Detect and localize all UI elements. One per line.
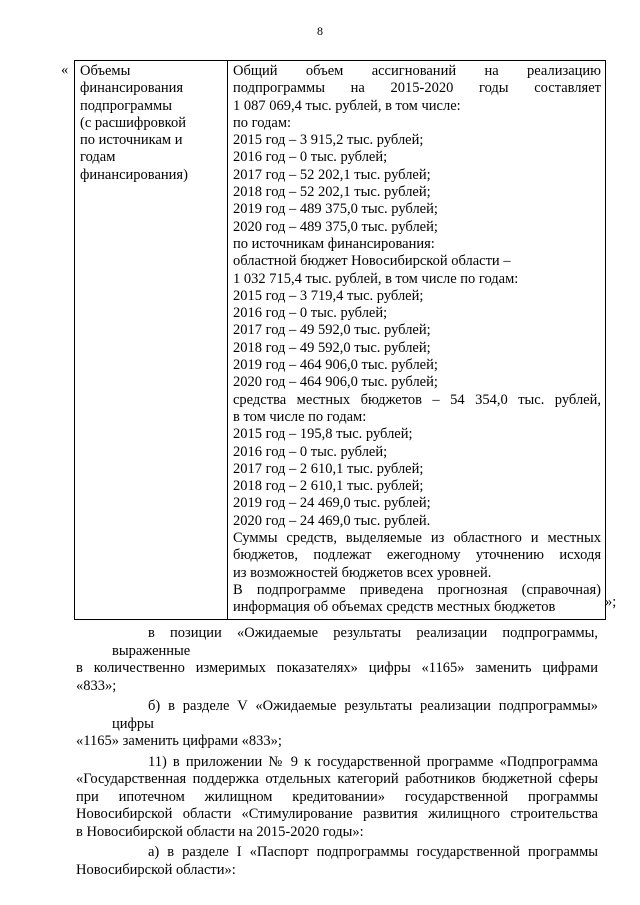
paragraph: [76, 754, 598, 842]
value-line: 2015 год – 3 719,4 тыс. рублей;: [233, 287, 424, 304]
value-line: Общий объем ассигнований на реализацию: [233, 63, 601, 79]
passport-table: [74, 60, 606, 620]
value-line: 2018 год – 52 202,1 тыс. рублей;: [233, 184, 431, 201]
closing-quote-mark: »;: [605, 594, 617, 610]
label-line: подпрограммы: [80, 97, 172, 114]
paragraph-line: «833»;: [76, 677, 117, 694]
value-line: областной бюджет Новосибирской области –: [233, 253, 511, 270]
value-line: 1 087 069,4 тыс. рублей, в том числе:: [233, 97, 461, 114]
opening-quote-mark: «: [61, 62, 69, 78]
paragraph-line: а) в разделе I «Паспорт подпрограммы государственной программы: [148, 844, 598, 860]
row-label: [80, 63, 223, 184]
paragraph-line: Новосибирской области «Стимулирование развития жилищного строительства: [76, 806, 598, 822]
value-line: по источникам финансирования:: [233, 235, 435, 252]
value-line: 2019 год – 489 375,0 тыс. рублей;: [233, 201, 438, 218]
value-line: 2017 год – 2 610,1 тыс. рублей;: [233, 460, 424, 477]
paragraph-line: в количественно измеримых показателях» цифры «1165» заменить цифрами: [76, 660, 598, 676]
value-line: бюджетов, подлежат ежегодному уточнению исходя: [233, 547, 601, 564]
value-line: средства местных бюджетов – 54 354,0 тыс. рублей,: [233, 391, 601, 408]
value-line: из возможностей бюджетов всех уровней.: [233, 564, 492, 581]
paragraph-line: Новосибирской области»:: [76, 861, 236, 878]
value-line: 1 032 715,4 тыс. рублей, в том числе по годам:: [233, 270, 519, 287]
value-line: В подпрограмме приведена прогнозная (справочная): [233, 581, 601, 598]
table-row: [75, 61, 606, 620]
value-line: 2016 год – 0 тыс. рублей;: [233, 443, 388, 460]
row-value: [233, 63, 601, 617]
value-line: 2020 год – 24 469,0 тыс. рублей.: [233, 512, 431, 529]
paragraph-line: «1165» заменить цифрами «833»;: [76, 733, 282, 749]
paragraph-line: при ипотечном жилищном кредитовании» государственной программы: [76, 788, 598, 805]
value-line: подпрограммы на 2015-2020 годы составляет: [233, 80, 601, 97]
value-line: 2019 год – 24 469,0 тыс. рублей;: [233, 495, 431, 512]
value-line: 2015 год – 3 915,2 тыс. рублей;: [233, 132, 424, 149]
value-line: 2016 год – 0 тыс. рублей;: [233, 305, 388, 322]
value-line: в том числе по годам:: [233, 408, 367, 425]
label-line: годам: [80, 149, 116, 166]
value-line: информация об объемах средств местных бюджетов: [233, 599, 556, 616]
value-line: 2020 год – 464 906,0 тыс. рублей;: [233, 374, 438, 391]
paragraph: [76, 844, 598, 879]
value-line: Суммы средств, выделяемые из областного и местных: [233, 530, 601, 547]
value-line: 2020 год – 489 375,0 тыс. рублей;: [233, 218, 438, 235]
paragraph-line: б) в разделе V «Ожидаемые результаты реализации подпрограммы» цифры: [112, 698, 598, 732]
label-line: (с расшифровкой: [80, 114, 186, 131]
row-label-cell: [75, 61, 228, 620]
value-line: 2018 год – 2 610,1 тыс. рублей;: [233, 478, 424, 495]
label-line: по источникам и: [80, 132, 183, 149]
value-line: 2017 год – 52 202,1 тыс. рублей;: [233, 166, 431, 183]
row-value-cell: [228, 61, 606, 620]
value-line: 2017 год – 49 592,0 тыс. рублей;: [233, 322, 431, 339]
label-line: финансирования): [80, 166, 188, 183]
page-number: 8: [317, 24, 323, 38]
paragraph-line: в Новосибирской области на 2015-2020 годы»:: [76, 823, 364, 840]
paragraph-line: «Государственная поддержка отдельных категорий работников бюджетной сферы: [76, 771, 598, 787]
paragraph-line: в позиции «Ожидаемые результаты реализации подпрограммы, выраженные: [112, 625, 598, 659]
value-line: 2018 год – 49 592,0 тыс. рублей;: [233, 339, 431, 356]
label-line: финансирования: [80, 80, 184, 97]
value-line: 2016 год – 0 тыс. рублей;: [233, 149, 388, 166]
value-line: 2015 год – 195,8 тыс. рублей;: [233, 426, 413, 443]
value-line: 2019 год – 464 906,0 тыс. рублей;: [233, 357, 438, 374]
amendment-text: [76, 625, 598, 882]
value-line: по годам:: [233, 114, 292, 131]
label-line: Объемы: [80, 63, 131, 79]
paragraph: [76, 625, 598, 695]
paragraph-line: 11) в приложении № 9 к государственной программе «Подпрограмма: [148, 753, 598, 770]
paragraph: [76, 698, 598, 751]
